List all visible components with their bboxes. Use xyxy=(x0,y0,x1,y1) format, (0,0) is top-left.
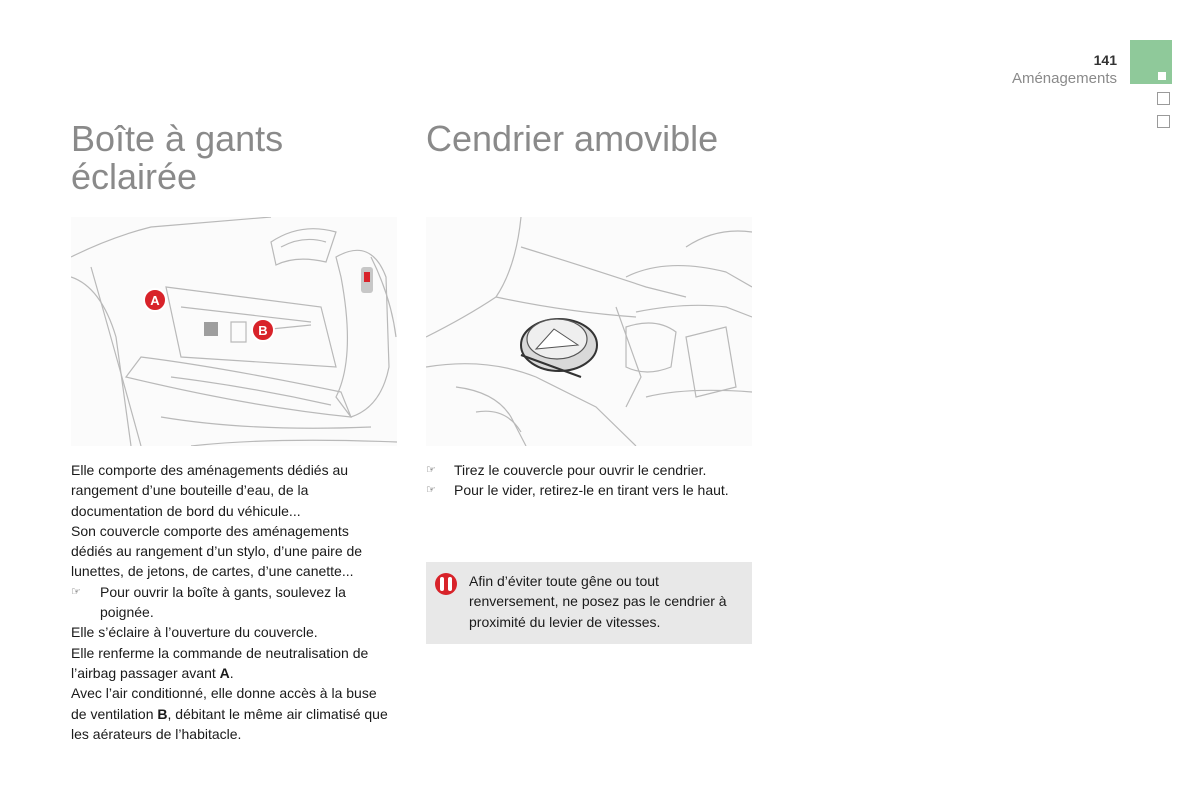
section-name: Aménagements xyxy=(1011,70,1117,87)
ashtray-icon xyxy=(521,319,597,377)
callout-b-icon xyxy=(252,319,274,341)
paragraph: Elle renferme la commande de neutralisation de l’airbag passager avant A. xyxy=(71,644,369,681)
paragraph: Elle comporte des aménagements dédiés au rangement d’une bouteille d’eau, de la documentation de bord du véhicule... xyxy=(71,462,349,519)
section-tab-box[interactable] xyxy=(1157,115,1170,128)
ashtray-instructions xyxy=(426,460,736,501)
callout-a-icon xyxy=(144,289,166,311)
glovebox-drawing xyxy=(71,217,397,446)
warning-icon xyxy=(435,573,457,595)
section-tab-dot xyxy=(1158,72,1166,80)
bullet-text: Tirez le couvercle pour ouvrir le cendrier. xyxy=(454,462,707,478)
airbag-switch-icon xyxy=(204,322,218,336)
glovebox-description xyxy=(71,460,391,744)
ref-b: B xyxy=(157,705,168,722)
instruction-bullet xyxy=(71,582,391,623)
ashtray-illustration xyxy=(426,217,752,446)
bullet-text: Pour le vider, retirez-le en tirant vers le haut. xyxy=(454,482,729,499)
bullet-text: Pour ouvrir la boîte à gants, soulevez la poignée. xyxy=(100,583,346,621)
pointing-hand-icon: ☞ xyxy=(426,464,436,476)
callout-b-label: B xyxy=(258,323,268,338)
paragraph: Avec l’air conditionné, elle donne accès à la buse de ventilation B, débitant le même air climatisé que les aérateurs de l’habitacle. xyxy=(71,685,388,742)
ashtray-drawing xyxy=(426,217,752,446)
paragraph: Son couvercle comporte des aménagements dédiés au rangement d’un stylo, d’une paire de lunettes, de jetons, de cartes, d’une canette... xyxy=(71,522,363,580)
ref-a: A xyxy=(219,664,230,681)
pointing-hand-icon: ☞ xyxy=(426,484,436,497)
warning-text: Afin d’éviter toute gêne ou tout renversement, ne posez pas le cendrier à proximité du levier de vitesses. xyxy=(469,573,727,630)
warning-notice xyxy=(426,562,752,644)
page-number: 141 xyxy=(1093,52,1117,68)
ashtray-title: Cendrier amovible xyxy=(426,118,719,159)
glovebox-title: Boîte à gants éclairée xyxy=(71,118,284,197)
section-tab-box[interactable] xyxy=(1157,92,1170,105)
callout-a-label: A xyxy=(150,293,160,308)
paragraph: Elle s’éclaire à l’ouverture du couvercle. xyxy=(71,624,318,641)
pointing-hand-icon: ☞ xyxy=(71,585,81,598)
instruction-bullet xyxy=(426,480,736,500)
instruction-bullet xyxy=(426,460,736,480)
glovebox-illustration xyxy=(71,217,397,446)
